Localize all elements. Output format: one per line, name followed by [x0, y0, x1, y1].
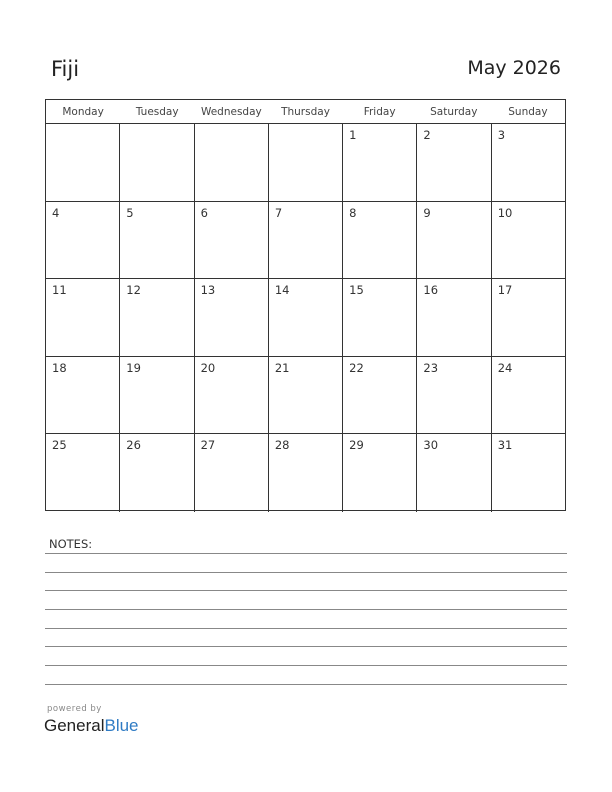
day-number: 23	[423, 360, 439, 375]
day-number: 13	[200, 283, 216, 298]
day-number: 15	[349, 283, 364, 298]
day-number: 6	[200, 205, 208, 220]
day-number: 12	[126, 283, 141, 298]
day-number: 2	[423, 128, 431, 142]
day-number: 19	[126, 360, 141, 375]
calendar-grid	[45, 99, 566, 511]
day-cell	[194, 434, 268, 512]
day-cell	[342, 279, 416, 356]
day-number: 8	[349, 205, 357, 220]
note-line	[45, 628, 567, 629]
day-number: 26	[126, 438, 141, 453]
day-number: 17	[497, 283, 513, 298]
day-cell	[194, 357, 268, 434]
day-number: 22	[349, 360, 364, 375]
day-cell	[46, 279, 119, 356]
day-number: 29	[349, 438, 364, 453]
day-cell	[119, 357, 193, 434]
day-cell	[268, 124, 342, 201]
day-cell	[416, 279, 490, 356]
brand-general-text: General	[44, 716, 105, 735]
note-line	[45, 684, 567, 685]
day-cell	[416, 202, 490, 279]
day-cell	[416, 434, 490, 512]
day-cell	[416, 357, 490, 434]
day-cell	[194, 124, 268, 201]
day-number: 21	[274, 360, 290, 375]
powered-by-text: powered by	[47, 704, 102, 714]
day-number: 14	[274, 283, 290, 298]
day-cell	[491, 279, 565, 356]
week-row-1	[46, 124, 565, 202]
day-cell	[46, 434, 119, 512]
day-cell	[46, 202, 119, 279]
note-line	[45, 590, 567, 591]
weekday-header-sunday: Sunday	[508, 106, 548, 118]
day-cell	[46, 124, 119, 201]
day-number: 3	[497, 128, 506, 142]
note-line	[45, 572, 567, 573]
day-number: 31	[497, 438, 513, 453]
note-line	[45, 553, 567, 554]
day-number: 18	[52, 360, 67, 375]
brand-blue-text: Blue	[104, 716, 139, 735]
day-cell	[119, 434, 193, 512]
day-cell	[119, 202, 193, 279]
day-cell	[268, 202, 342, 279]
week-row-2	[46, 202, 565, 280]
day-number: 11	[52, 283, 67, 298]
day-cell	[342, 357, 416, 434]
week-row-4	[46, 357, 565, 435]
day-cell	[491, 434, 565, 512]
day-cell	[342, 124, 416, 201]
day-cell	[416, 124, 490, 201]
generalblue-logo[interactable]	[44, 716, 139, 736]
day-number: 5	[126, 205, 134, 220]
day-cell	[119, 124, 193, 201]
day-number: 10	[497, 205, 513, 220]
week-row-3	[46, 279, 565, 357]
day-cell	[194, 279, 268, 356]
country-title: Fiji	[51, 57, 80, 81]
day-number: 16	[423, 283, 439, 298]
weekday-header-tuesday: Tuesday	[135, 106, 179, 118]
day-number: 28	[274, 438, 290, 453]
day-cell	[491, 202, 565, 279]
note-line	[45, 609, 567, 610]
weekday-header-row	[46, 100, 565, 124]
day-number: 20	[200, 360, 216, 375]
day-cell	[46, 357, 119, 434]
day-number: 30	[423, 438, 439, 453]
notes-label: NOTES:	[49, 537, 93, 551]
weekday-header-monday: Monday	[62, 106, 104, 118]
weekday-header-friday: Friday	[363, 106, 396, 118]
day-cell	[268, 434, 342, 512]
weekday-header-saturday: Saturday	[430, 106, 478, 118]
day-number: 27	[200, 438, 216, 453]
day-cell	[268, 357, 342, 434]
day-cell	[491, 357, 565, 434]
month-year-title: May 2026	[467, 57, 561, 79]
day-number: 4	[52, 205, 60, 220]
day-cell	[342, 434, 416, 512]
week-row-5	[46, 434, 565, 512]
day-number: 1	[349, 128, 357, 142]
day-cell	[194, 202, 268, 279]
day-number: 24	[497, 360, 513, 375]
day-cell	[491, 124, 565, 201]
day-number: 9	[423, 205, 431, 220]
weekday-header-wednesday: Wednesday	[200, 106, 262, 118]
day-cell	[342, 202, 416, 279]
day-number: 7	[274, 205, 283, 220]
day-number: 25	[52, 438, 67, 453]
note-line	[45, 665, 567, 666]
day-cell	[268, 279, 342, 356]
note-line	[45, 646, 567, 647]
weekday-header-thursday: Thursday	[281, 106, 330, 118]
day-cell	[119, 279, 193, 356]
